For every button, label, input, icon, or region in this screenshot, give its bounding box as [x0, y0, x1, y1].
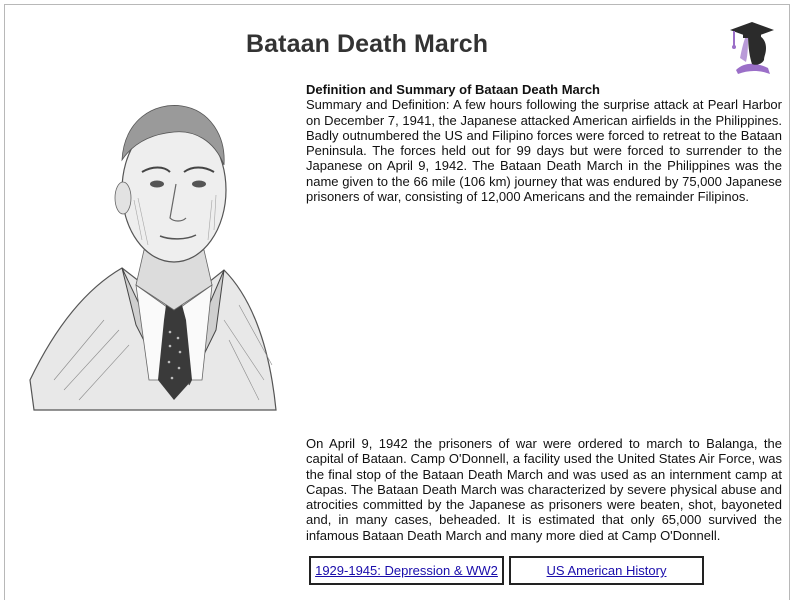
us-american-history-link[interactable]: US American History — [546, 563, 667, 578]
summary-section — [306, 82, 782, 204]
march-section — [306, 436, 782, 543]
march-paragraph: On April 9, 1942 the prisoners of war were ordered to march to Balanga, the capital of Bataan. Camp O'Donnell, a facility used the United States Air Force, was the final stop of the Bataan Death March and was used as an internment camp at Capas. The Bataan Death March was characterized by severe physical abuse and atrocities committed by the Japanese as prisoners were beaten, shot, bayoneted and, in many cases, beheaded. It is estimated that only 65,000 survived the infamous Bataan Death March and many more died at Camp O'Donnell. — [306, 436, 782, 543]
summary-paragraph: Summary and Definition: A few hours following the surprise attack at Pearl Harbor on December 7, 1941, the Japanese attacked American airfields in the Philippines. Badly outnumbered the US and Filipino forces were forced to retreat to the Bataan Peninsula. The forces held out for 99 days but were forced to surrender to the Japanese on April 9, 1942. The Bataan Death March in the Philippines was the name given to the 66 mile (106 km) journey that was endured by 75,000 Japanese prisoners of war, consisting of 12,000 Americans and the remainder Filipinos. — [306, 97, 782, 205]
portrait-sketch — [24, 80, 286, 415]
page-title: Bataan Death March — [246, 30, 489, 58]
section-heading: Definition and Summary of Bataan Death March — [306, 82, 600, 97]
nav-button-depression-ww2[interactable] — [309, 556, 504, 585]
nav-button-us-history[interactable] — [509, 556, 704, 585]
graduation-cap-logo-icon[interactable] — [726, 18, 776, 76]
depression-ww2-link[interactable]: 1929-1945: Depression & WW2 — [315, 563, 498, 578]
